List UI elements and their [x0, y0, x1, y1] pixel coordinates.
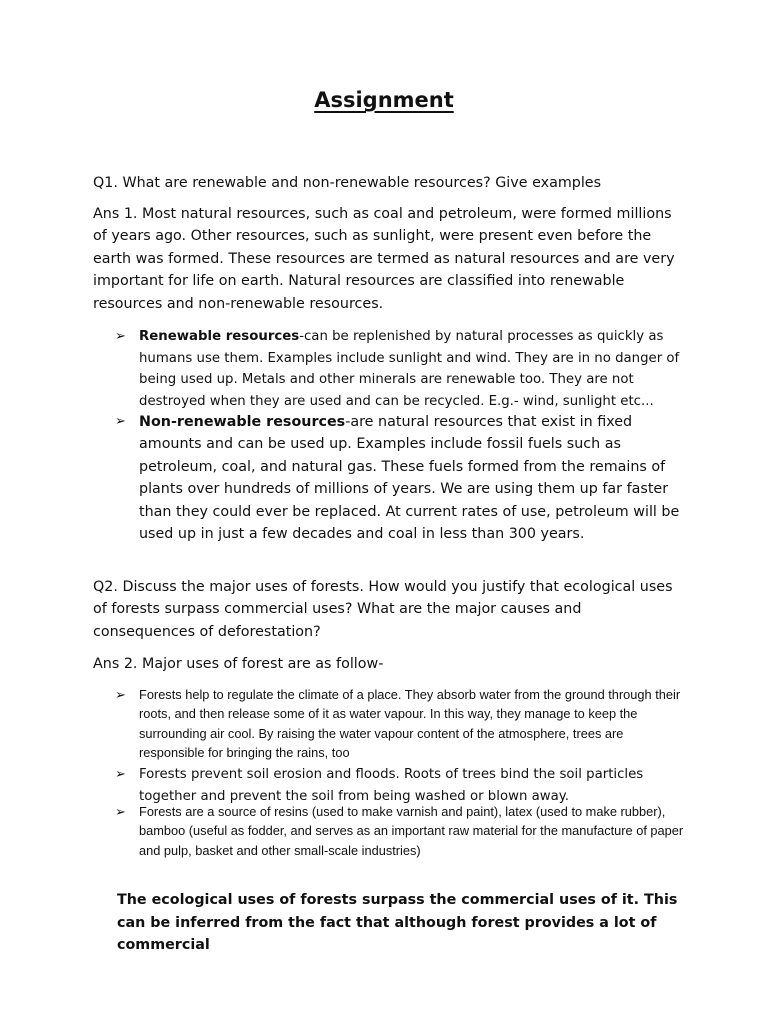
arrowhead-bullet-icon: ➢ — [115, 687, 126, 702]
page-title: Assignment — [314, 88, 454, 112]
text-erosion: Forests prevent soil erosion and floods. Roots of trees bind the soil particles together and prevent the soil from being washed or blown away. — [139, 767, 644, 804]
term-renewable: Renewable resources — [139, 329, 300, 344]
term-non-renewable: Non-renewable resources — [139, 414, 346, 430]
arrowhead-bullet-icon: ➢ — [115, 804, 126, 819]
answer-2: Ans 2. Major uses of forest are as follow- — [93, 656, 384, 672]
list-item-climate — [115, 685, 684, 763]
question-1: Q1. What are renewable and non-renewable resources? Give examples — [93, 175, 602, 191]
text-resins: Forests are a source of resins (used to make varnish and paint), latex (used to make rubber), bamboo (useful as fodder, and serves as an important raw material for the manufacture of paper and pulp, basket and other small-scale industries) — [139, 804, 684, 858]
list-item-resins — [115, 802, 684, 860]
question-2: Q2. Discuss the major uses of forests. How would you justify that ecological uses of forests surpass commercial uses? What are the major causes and consequences of deforestation? — [93, 579, 673, 640]
answer-1: Ans 1. Most natural resources, such as coal and petroleum, were formed millions of years ago. Other resources, such as sunlight, were present even before the earth was formed. These resources are termed as natural resources and are very important for life on earth. Natural resources are classified into renewable resources and non-renewable resources. — [93, 206, 675, 312]
arrowhead-bullet-icon: ➢ — [115, 329, 126, 344]
text-climate: Forests help to regulate the climate of a place. They absorb water from the ground through their roots, and then release some of it as water vapour. In this way, they manage to keep the surrounding air cool. By raising the water vapour content of the atmosphere, trees are responsible for bringing the rains, too — [139, 687, 681, 761]
list-item-erosion — [115, 764, 684, 807]
text-non-renewable: -are natural resources that exist in fixed amounts and can be used up. Examples include fossil fuels such as petroleum, coal, and natural gas. These fuels formed from the remains of plants over hundreds of millions of years. We are using them up far faster than they could ever be replaced. At current rates of use, petroleum will be used up in just a few decades and coal in less than 300 years. — [139, 414, 680, 543]
conclusion-paragraph: The ecological uses of forests surpass the commercial uses of it. This can be inferred from the fact that although forest provides a lot of commercial — [117, 892, 678, 953]
arrowhead-bullet-icon: ➢ — [115, 414, 126, 429]
list-item-non-renewable — [115, 411, 684, 545]
arrowhead-bullet-icon: ➢ — [115, 767, 126, 782]
list-item-renewable — [115, 326, 684, 412]
text-renewable: -can be replenished by natural processes as quickly as humans use them. Examples include sunlight and wind. They are in no danger of being used up. Metals and other minerals are renewable too. They are not destroyed when they are used and can be recycled. E.g.- wind, sunlight etc... — [139, 329, 680, 409]
